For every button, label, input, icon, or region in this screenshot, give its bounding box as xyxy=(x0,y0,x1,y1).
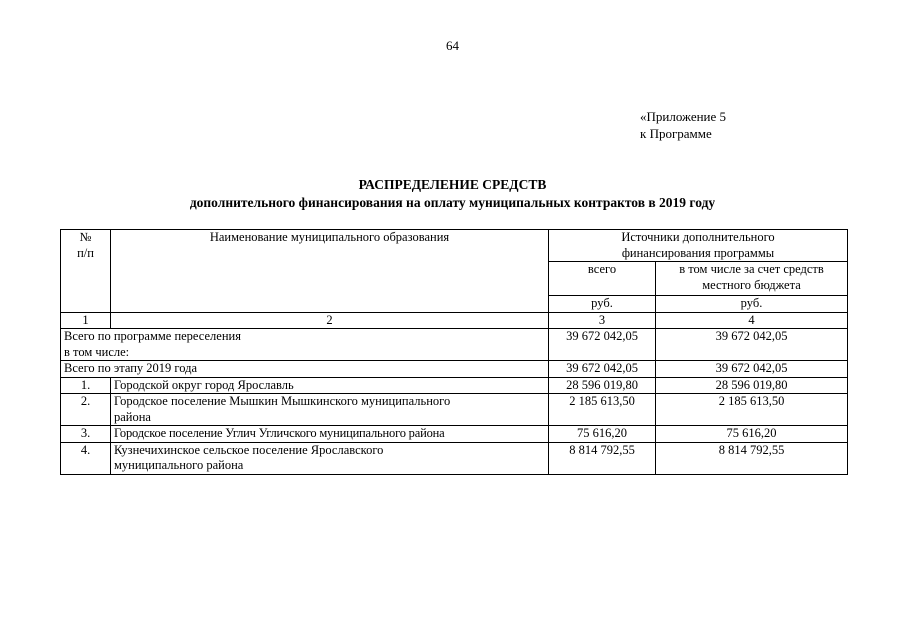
column-number: 2 xyxy=(111,312,549,329)
row-total: 2 185 613,50 xyxy=(549,394,656,426)
header-local-line-2: местного бюджета xyxy=(702,277,801,292)
unit-total: руб. xyxy=(549,296,656,313)
unit-local: руб. xyxy=(656,296,848,313)
header-num-line-1: № xyxy=(79,230,92,244)
distribution-table xyxy=(60,229,848,475)
row-total: 28 596 019,80 xyxy=(549,377,656,394)
row-num: 4. xyxy=(61,442,111,474)
summary-label-line-1: Всего по программе переселения xyxy=(64,329,241,343)
row-local: 8 814 792,55 xyxy=(656,442,848,474)
row-num: 2. xyxy=(61,394,111,426)
row-local: 2 185 613,50 xyxy=(656,394,848,426)
row-name-line-1: Городское поселение Мышкин Мышкинского муниципального xyxy=(114,394,451,408)
summary-total: 39 672 042,05 xyxy=(549,361,656,378)
title-line-1: РАСПРЕДЕЛЕНИЕ СРЕДСТВ xyxy=(358,177,547,192)
title-line-2: дополнительного финансирования на оплату муниципальных контрактов в 2019 году xyxy=(189,195,716,210)
row-local: 28 596 019,80 xyxy=(656,377,848,394)
table-row xyxy=(61,442,848,474)
table-row xyxy=(61,394,848,426)
row-local: 75 616,20 xyxy=(656,426,848,443)
table-row xyxy=(61,377,848,394)
row-name xyxy=(111,442,549,474)
column-number-row xyxy=(61,312,848,329)
header-sources-line-1: Источники дополнительного xyxy=(621,230,775,244)
summary-local: 39 672 042,05 xyxy=(656,361,848,378)
row-name-line-2: муниципального района xyxy=(114,458,244,472)
header-row-1 xyxy=(61,230,848,262)
row-total: 75 616,20 xyxy=(549,426,656,443)
row-name xyxy=(111,394,549,426)
appendix-note xyxy=(640,108,726,142)
summary-label-line-2: в том числе: xyxy=(64,344,130,359)
appendix-line-2: к Программе xyxy=(640,126,712,141)
header-name: Наименование муниципального образования xyxy=(111,230,549,313)
header-num-line-2: п/п xyxy=(77,245,94,260)
column-number: 1 xyxy=(61,312,111,329)
summary-total: 39 672 042,05 xyxy=(549,329,656,361)
column-number: 4 xyxy=(656,312,848,329)
header-num xyxy=(61,230,111,313)
header-total: всего xyxy=(549,262,656,296)
page-number: 64 xyxy=(446,38,459,53)
row-name-line-2: района xyxy=(114,409,151,424)
summary-label: Всего по этапу 2019 года xyxy=(61,361,549,378)
row-name-line-1: Кузнечихинское сельское поселение Ярославского xyxy=(114,442,384,457)
header-local-line-1: в том числе за счет средств xyxy=(679,262,824,276)
summary-local: 39 672 042,05 xyxy=(656,329,848,361)
row-total: 8 814 792,55 xyxy=(549,442,656,474)
header-local xyxy=(656,262,848,296)
header-sources xyxy=(549,230,848,262)
column-number: 3 xyxy=(549,312,656,329)
summary-label xyxy=(61,329,549,361)
row-num: 3. xyxy=(61,426,111,443)
header-sources-line-2: финансирования программы xyxy=(621,245,775,260)
row-name: Городской округ город Ярославль xyxy=(111,377,549,394)
summary-row-program xyxy=(61,329,848,361)
table-row xyxy=(61,426,848,443)
document-title xyxy=(0,176,905,212)
summary-row-stage xyxy=(61,361,848,378)
row-name: Городское поселение Углич Угличского муниципального района xyxy=(111,426,549,443)
row-num: 1. xyxy=(61,377,111,394)
appendix-line-1: «Приложение 5 xyxy=(640,109,727,124)
